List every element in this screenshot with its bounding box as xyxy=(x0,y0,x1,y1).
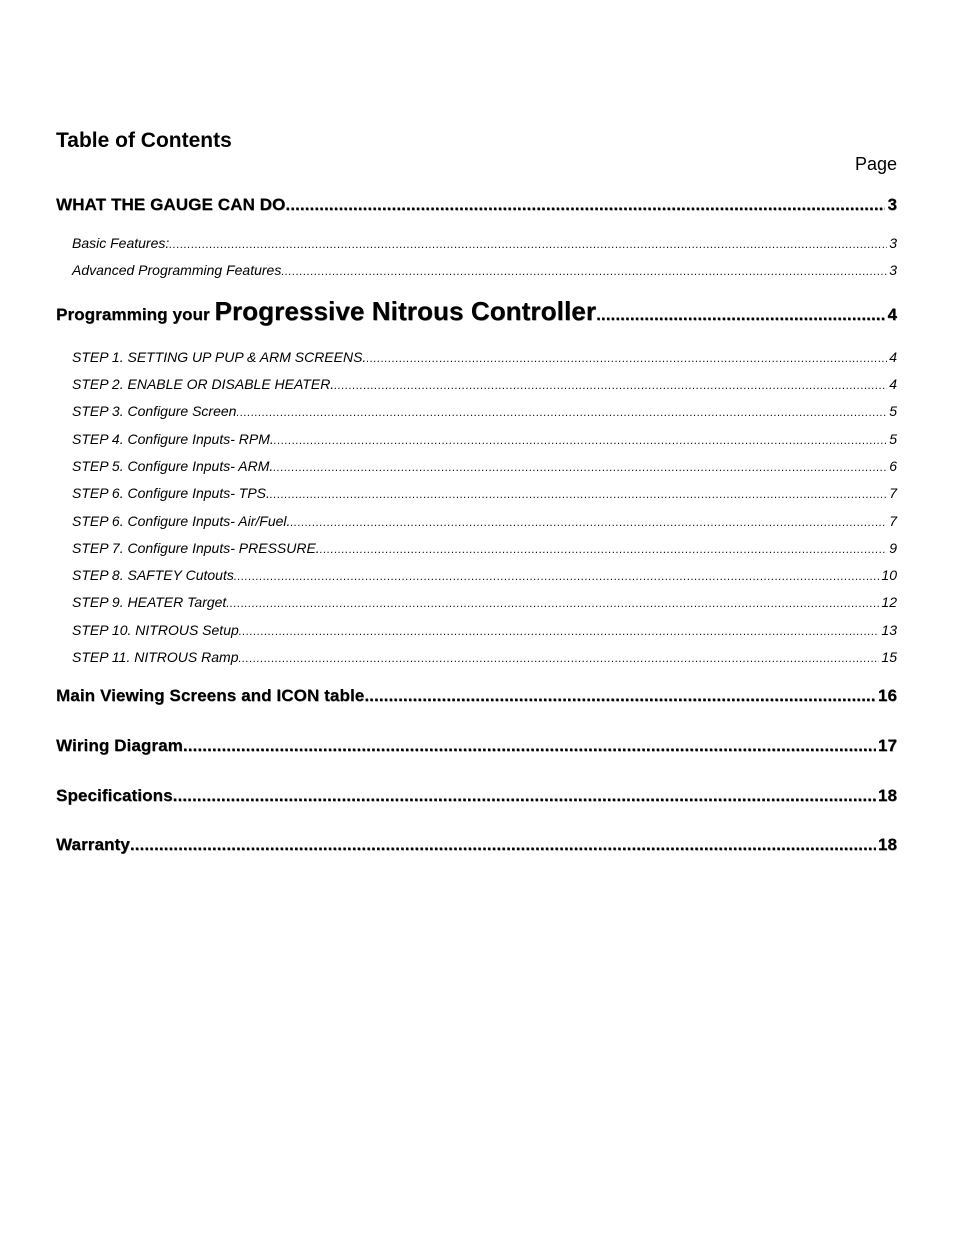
toc-entry-label xyxy=(56,296,601,326)
dot-leader xyxy=(183,735,876,757)
dot-leader xyxy=(173,785,876,807)
toc-entry-page: 15 xyxy=(881,649,897,665)
toc-entry-step-11[interactable] xyxy=(72,648,897,668)
toc-entry-label: STEP 5. Configure Inputs- ARM. xyxy=(72,458,274,474)
dot-leader xyxy=(601,304,886,326)
toc-entry-label: STEP 1. SETTING UP PUP & ARM SCREENS. xyxy=(72,349,367,365)
toc-entry-page: 17 xyxy=(877,736,897,755)
toc-entry-page: 5 xyxy=(889,403,897,419)
toc-entry-basic-features[interactable] xyxy=(72,234,897,254)
toc-entry-label: STEP 6. Configure Inputs- Air/Fuel. xyxy=(72,513,291,529)
toc-entry-label-end: . xyxy=(596,305,601,324)
toc-entry-main-viewing-screens[interactable] xyxy=(56,685,897,707)
dot-leader xyxy=(234,566,880,586)
toc-entry-programming[interactable] xyxy=(56,296,897,326)
toc-entry-label: STEP 2. ENABLE OR DISABLE HEATER. xyxy=(72,376,335,392)
toc-entry-page: 16 xyxy=(877,686,897,705)
toc-entry-page: 10 xyxy=(881,567,897,583)
toc-entry-page: 9 xyxy=(889,540,897,556)
dot-leader xyxy=(334,375,887,395)
toc-entry-step-6-tps[interactable] xyxy=(72,484,897,504)
dot-leader xyxy=(130,834,876,856)
toc-entry-page: 12 xyxy=(881,594,897,610)
toc-entry-label: STEP 6. Configure Inputs- TPS. xyxy=(72,485,270,501)
dot-leader xyxy=(281,261,887,281)
toc-entry-page: 4 xyxy=(889,376,897,392)
toc-entry-label: STEP 8. SAFTEY Cutouts xyxy=(72,567,234,583)
toc-entry-page: 3 xyxy=(889,262,897,278)
toc-entry-page: 7 xyxy=(889,513,897,529)
toc-entry-step-6-air-fuel[interactable] xyxy=(72,512,897,532)
toc-entry-label-small: Programming your xyxy=(56,305,215,324)
page-title: Table of Contents xyxy=(56,129,232,152)
toc-entry-label: Wiring Diagram xyxy=(56,736,183,755)
dot-leader xyxy=(274,430,887,450)
dot-leader xyxy=(236,402,887,422)
page-column-label: Page xyxy=(854,154,897,174)
toc-entry-label: STEP 9. HEATER Target xyxy=(72,594,227,610)
toc-entry-page: 18 xyxy=(877,835,897,854)
toc-entry-warranty[interactable] xyxy=(56,834,897,856)
dot-leader xyxy=(273,457,887,477)
dot-leader xyxy=(320,539,888,559)
toc-entry-label: STEP 3. Configure Screen xyxy=(72,403,237,419)
toc-entry-step-1[interactable] xyxy=(72,348,897,368)
dot-leader xyxy=(270,484,887,504)
toc-entry-step-9[interactable] xyxy=(72,593,897,613)
toc-entry-label: Specifications xyxy=(56,786,173,805)
dot-leader xyxy=(239,621,880,641)
toc-entry-step-8[interactable] xyxy=(72,566,897,586)
toc-entry-step-3[interactable] xyxy=(72,402,897,422)
dot-leader xyxy=(364,685,876,707)
dot-leader xyxy=(238,648,879,668)
toc-entry-wiring-diagram[interactable] xyxy=(56,735,897,757)
toc-entry-what-the-gauge-can-do[interactable] xyxy=(56,194,897,216)
toc-entry-page: 4 xyxy=(889,349,897,365)
toc-entry-page: 3 xyxy=(887,195,897,214)
dot-leader xyxy=(366,348,887,368)
toc-entry-label: STEP 10. NITROUS Setup xyxy=(72,622,239,638)
toc-entry-specifications[interactable] xyxy=(56,785,897,807)
toc-entry-label: Advanced Programming Features xyxy=(72,262,282,278)
dot-leader xyxy=(290,512,887,532)
toc-entry-step-10[interactable] xyxy=(72,621,897,641)
toc-entry-label: Warranty xyxy=(56,835,130,854)
toc-entry-advanced-programming[interactable] xyxy=(72,261,897,281)
toc-entry-step-5[interactable] xyxy=(72,457,897,477)
toc-entry-label: Main Viewing Screens and ICON table xyxy=(56,686,365,705)
toc-entry-step-2[interactable] xyxy=(72,375,897,395)
toc-entry-page: 6 xyxy=(889,458,897,474)
toc-entry-label: Basic Features: xyxy=(72,235,170,251)
dot-leader xyxy=(285,194,885,216)
toc-entry-page: 18 xyxy=(877,786,897,805)
toc-entry-step-7[interactable] xyxy=(72,539,897,559)
toc-entry-label: STEP 4. Configure Inputs- RPM. xyxy=(72,431,274,447)
dot-leader xyxy=(169,234,887,254)
toc-entry-label: STEP 7. Configure Inputs- PRESSURE. xyxy=(72,540,320,556)
toc-entry-page: 4 xyxy=(887,305,897,324)
toc-entry-page: 5 xyxy=(889,431,897,447)
toc-entry-label: STEP 11. NITROUS Ramp xyxy=(72,649,239,665)
toc-entry-step-4[interactable] xyxy=(72,430,897,450)
toc-entry-page: 13 xyxy=(881,622,897,638)
toc-entry-label: WHAT THE GAUGE CAN DO xyxy=(56,195,286,214)
toc-entry-page: 7 xyxy=(889,485,897,501)
product-name: Progressive Nitrous Controller xyxy=(214,296,597,326)
dot-leader xyxy=(226,593,879,613)
toc-entry-page: 3 xyxy=(889,235,897,251)
